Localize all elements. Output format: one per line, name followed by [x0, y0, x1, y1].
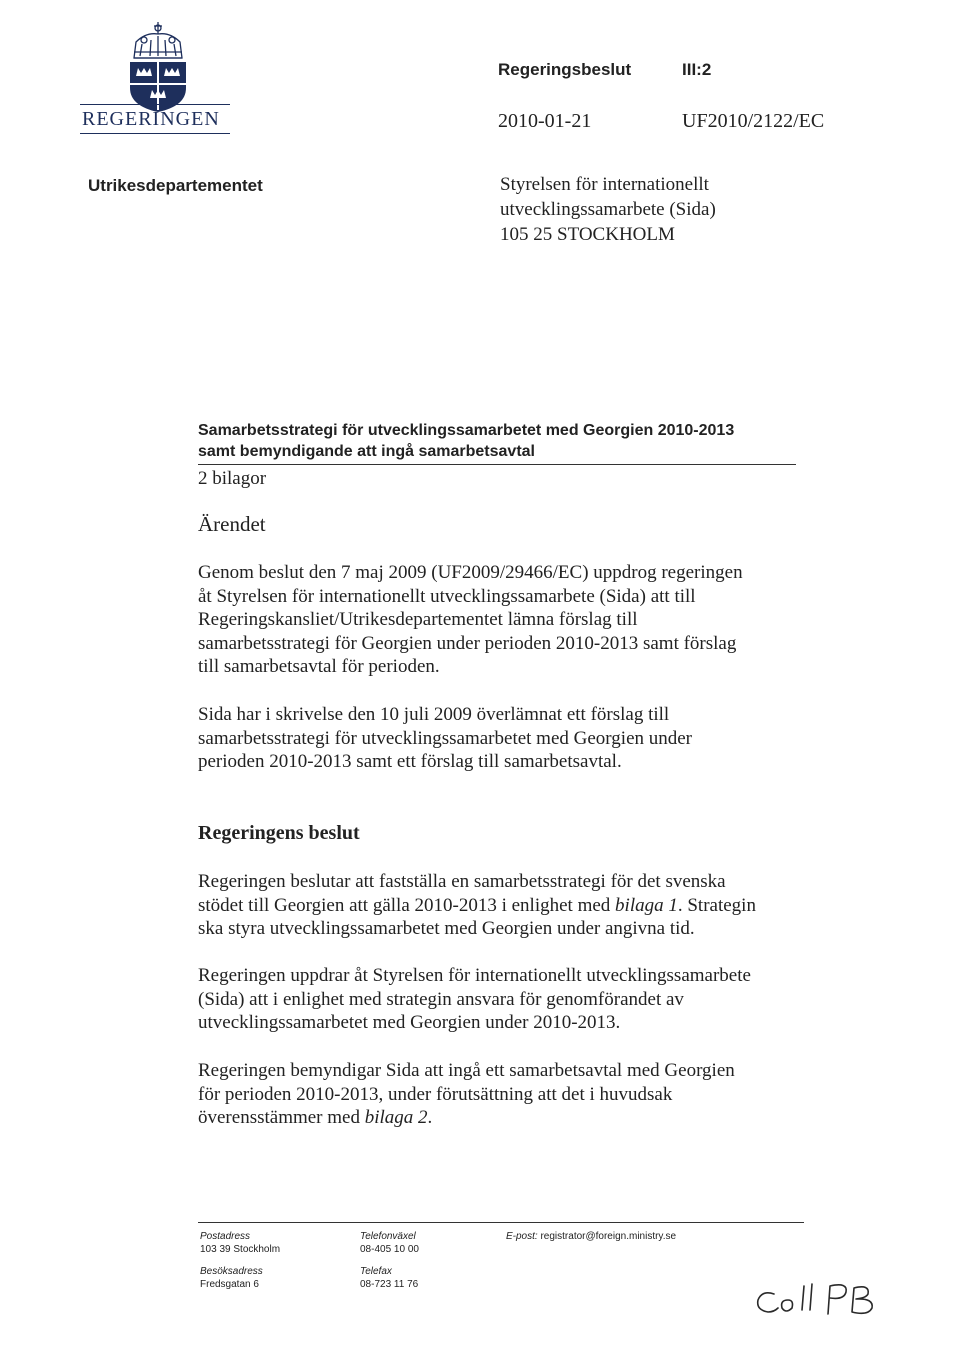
subject-line: Samarbetsstrategi för utvecklingssamarbetet med Georgien 2010-2013	[198, 422, 735, 439]
footer-label: Besöksadress	[200, 1266, 263, 1277]
footer-label: E-post:	[506, 1231, 538, 1242]
paragraph-line: Regeringen beslutar att fastställa en samarbetsstrategi för det svenska	[198, 871, 726, 892]
footer-value: 08-723 11 76	[360, 1279, 419, 1290]
footer-value: 103 39 Stockholm	[200, 1244, 281, 1255]
paragraph-line: samarbetsstrategi för utvecklingssamarbetet med Georgien under	[198, 727, 693, 749]
paragraph-line: utvecklingssamarbetet med Georgien under 2010-2013.	[198, 1012, 621, 1033]
crown-shield-icon	[120, 18, 196, 114]
paragraph-line: till samarbetsavtal för perioden.	[198, 656, 440, 677]
recipient-line: 105 25 STOCKHOLM	[500, 224, 675, 245]
attachment-reference: bilaga 1	[615, 894, 678, 916]
footer-postal-address	[200, 1230, 280, 1256]
paragraph	[198, 964, 798, 1035]
paragraph-line	[198, 1106, 798, 1130]
text-run: .	[427, 1107, 433, 1128]
text-run: överensstämmer med	[198, 1107, 365, 1128]
paragraph	[198, 870, 798, 941]
government-crest-logo	[120, 18, 196, 114]
footer-value: registrator@foreign.ministry.se	[540, 1231, 677, 1242]
subject-divider	[198, 464, 796, 465]
paragraph-line: åt Styrelsen för internationellt utvecklingssamarbete (Sida) att till	[198, 585, 696, 607]
footer-label: Telefonväxel	[360, 1231, 416, 1242]
paragraph	[198, 1059, 798, 1130]
document-type: Regeringsbeslut	[498, 60, 632, 79]
footer-label: Telefax	[360, 1266, 392, 1277]
recipient-address	[500, 172, 716, 247]
recipient-line: utvecklingssamarbete (Sida)	[500, 199, 716, 220]
subject-line: samt bemyndigande att ingå samarbetsavtal	[198, 443, 535, 460]
attachments-count: 2 bilagor	[198, 468, 267, 489]
paragraph	[198, 703, 798, 774]
logo-top-rule	[80, 104, 230, 105]
section-heading-arendet: Ärendet	[198, 512, 266, 536]
recipient-line: Styrelsen för internationellt	[500, 174, 709, 195]
paragraph-line: ska styra utvecklingssamarbetet med Georgien under angivna tid.	[198, 918, 695, 939]
paragraph-line	[198, 894, 798, 918]
department-name: Utrikesdepartementet	[88, 176, 263, 195]
paragraph-line: (Sida) att i enlighet med strategin ansvara för genomförandet av	[198, 988, 684, 1010]
text-run: . Strategin	[677, 894, 756, 916]
paragraph-line: samarbetsstrategi för Georgien under perioden 2010-2013 samt förslag	[198, 632, 737, 654]
paragraph-line: Genom beslut den 7 maj 2009 (UF2009/29466/EC) uppdrog regeringen	[198, 562, 743, 583]
footer-divider	[198, 1222, 804, 1223]
document-number: III:2	[682, 60, 712, 79]
logo-bottom-rule	[80, 133, 230, 134]
handwritten-annotation	[752, 1272, 892, 1322]
paragraph-line: Sida har i skrivelse den 10 juli 2009 överlämnat ett förslag till	[198, 704, 670, 725]
attachment-reference: bilaga 2	[364, 1107, 428, 1128]
section-heading-regeringens-beslut: Regeringens beslut	[198, 822, 360, 844]
paragraph-line: Regeringen bemyndigar Sida att ingå ett samarbetsavtal med Georgien	[198, 1060, 735, 1081]
footer-label: Postadress	[200, 1231, 251, 1242]
footer-value: 08-405 10 00	[360, 1244, 419, 1255]
footer-visiting-address	[200, 1265, 263, 1291]
paragraph-line: Regeringskansliet/Utrikesdepartementet lämna förslag till	[198, 609, 638, 630]
document-reference: UF2010/2122/EC	[682, 110, 825, 132]
logo-wordmark: REGERINGEN	[82, 108, 220, 130]
paragraph-line: Regeringen uppdrar åt Styrelsen för internationellt utvecklingssamarbete	[198, 965, 751, 986]
handwriting-signature-icon	[752, 1272, 892, 1322]
footer-fax	[360, 1265, 418, 1291]
text-run: stödet till Georgien att gälla 2010-2013 i enlighet med	[198, 894, 616, 916]
footer-phone	[360, 1230, 419, 1256]
footer-value: Fredsgatan 6	[200, 1279, 259, 1290]
document-date: 2010-01-21	[498, 110, 592, 132]
paragraph-line: perioden 2010-2013 samt ett förslag till samarbetsavtal.	[198, 751, 622, 772]
paragraph	[198, 561, 798, 679]
paragraph-line: för perioden 2010-2013, under förutsättning att det i huvudsak	[198, 1083, 673, 1105]
footer-email	[506, 1230, 676, 1243]
subject-heading	[198, 420, 734, 462]
